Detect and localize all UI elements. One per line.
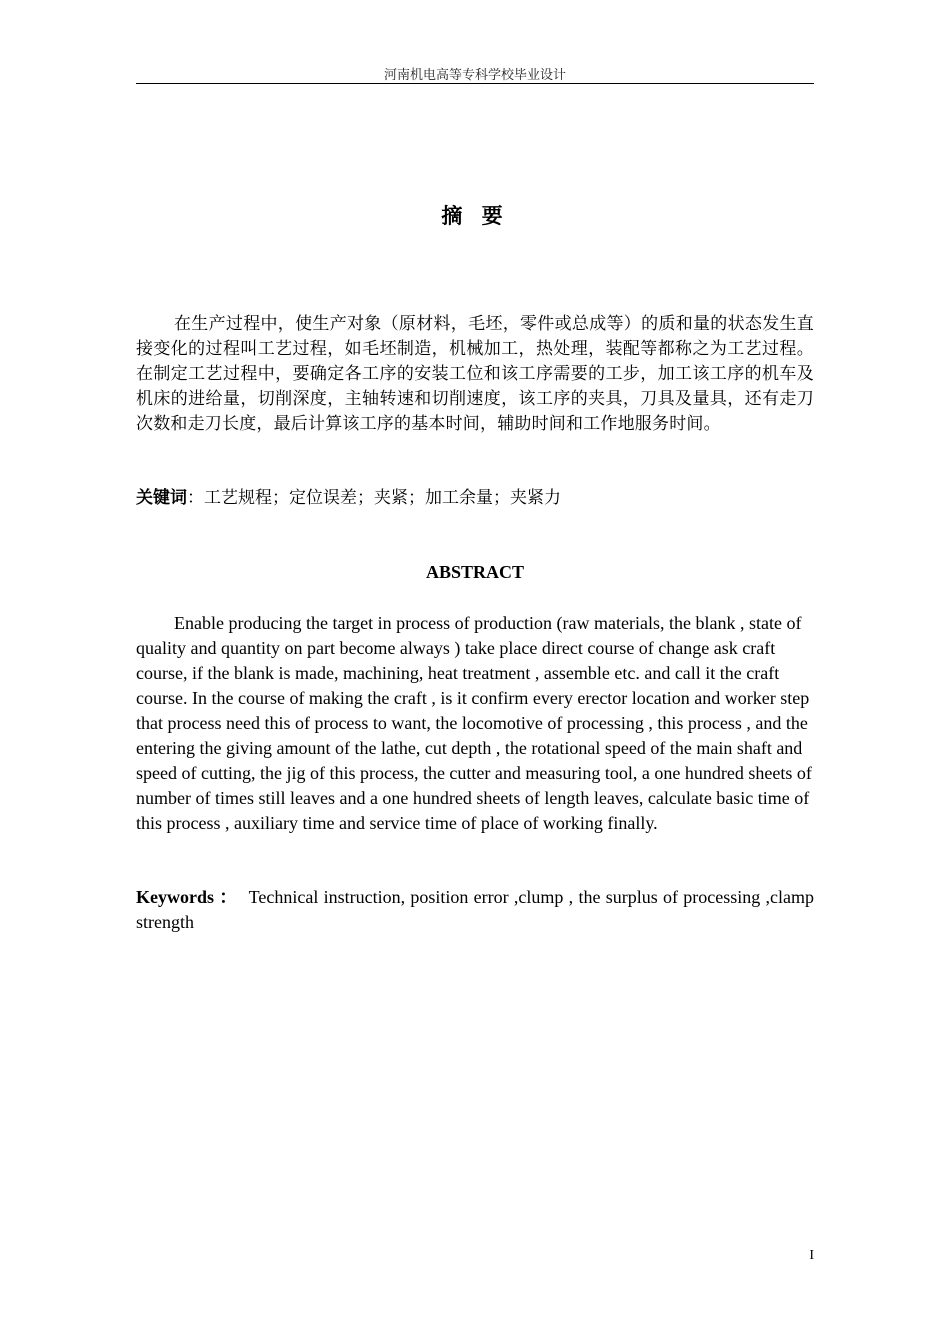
page-header: 河南机电高等专科学校毕业设计 xyxy=(383,68,566,83)
page-number: I xyxy=(809,1248,814,1263)
english-abstract-body: Enable producing the target in process of production (raw materials, the blank , state of quality and quantity on part become always ) take place direct course of change ask craft course, if the blank is made, machining, heat treatment , assemble etc. and call it the craft course. In the course of making the craft , is it confirm every erector location and worker step that process need this of process to want, the locomotive of processing , this process , and the entering the giving amount of the lathe, cut depth , the rotational speed of the main shaft and speed of cutting, the jig of this process, the cutter and measuring tool, a one hundred sheets of number of times still leaves and a one hundred sheets of length leaves, calculate basic time of this process , auxiliary time and service time of place of working finally. xyxy=(136,613,812,833)
chinese-keywords xyxy=(136,486,814,511)
english-abstract-title: ABSTRACT xyxy=(425,562,525,582)
chinese-abstract-body: 在生产过程中，使生产对象（原材料，毛坯，零件或总成等）的质和量的状态发生直接变化的过程叫工艺过程，如毛坯制造，机械加工，热处理，装配等都称之为工艺过程。在制定工艺过程中，要确定各工序的安装工位和该工序需要的工步，加工该工序的机车及机床的进给量，切削深度，主轴转速和切削速度，该工序的夹具，刀具及量具，还有走刀次数和走刀长度，最后计算该工序的基本时间，辅助时间和工作地服务时间。 xyxy=(136,314,814,434)
chinese-keywords-text: 工艺规程；定位误差；夹紧；加工余量；夹紧力 xyxy=(204,488,561,508)
chinese-keywords-label: 关键词 xyxy=(136,488,187,508)
header-rule xyxy=(136,83,814,84)
chinese-keywords-separator: ： xyxy=(187,488,204,508)
english-keywords-text: Technical instruction, position error ,clump , the surplus of processing ,clamp strength xyxy=(136,887,815,932)
english-keywords-label: Keywords ： xyxy=(136,887,239,907)
english-keywords xyxy=(136,885,814,935)
chinese-abstract-title: 摘 要 xyxy=(441,204,509,228)
